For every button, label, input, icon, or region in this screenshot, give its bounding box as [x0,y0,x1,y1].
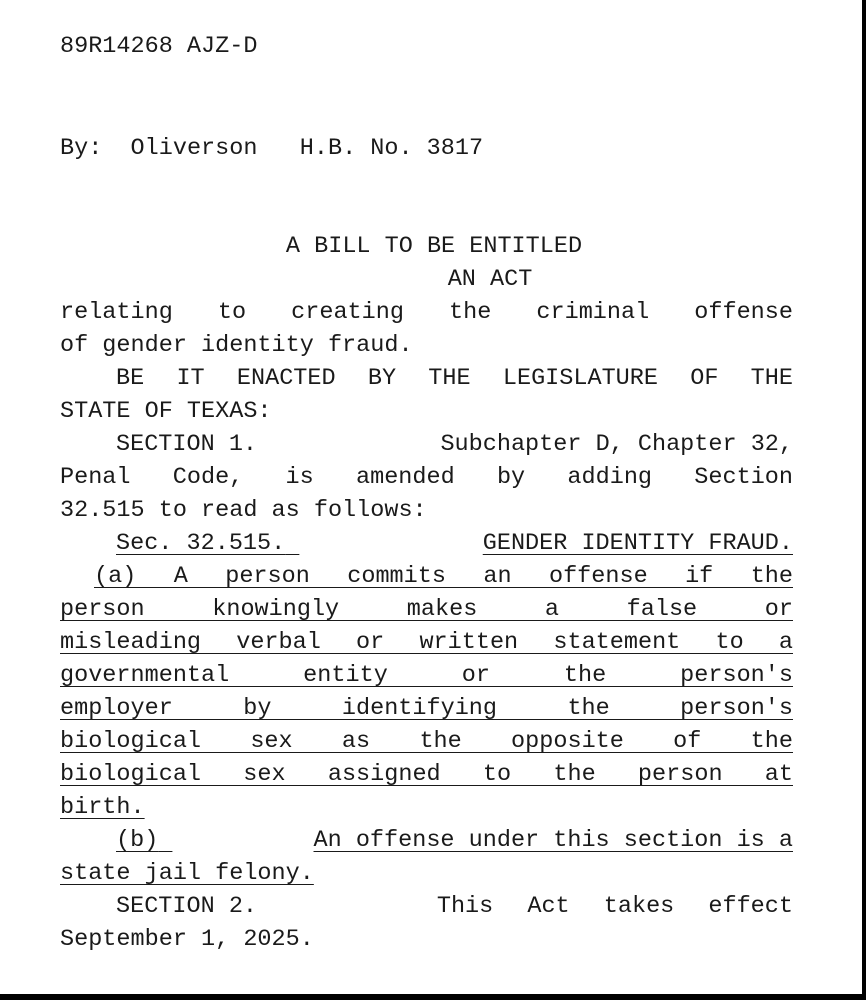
author-line [60,132,793,165]
section-2-line-1 [116,890,793,923]
subsection-a-end: birth. [60,794,145,821]
author-name: Oliverson [130,135,258,162]
subsection-b-line-1 [116,824,793,857]
section-1-text: Subchapter D, Chapter 32, [440,431,793,458]
subsection-a-line-2: person knowingly makes a false or [60,596,793,623]
bill-number: H.B. No. 3817 [299,135,484,162]
subsection-b-line-2 [60,857,793,890]
section-1-line-3: 32.515 to read as follows: [60,497,427,524]
subsection-a-line-3: misleading verbal or written statement to a [60,629,793,656]
subsection-a-line-6: biological sex as the opposite of the [60,728,793,755]
bill-code: 89R14268 AJZ-D [60,33,258,60]
enacting-clause-line-1: BE IT ENACTED BY THE LEGISLATURE OF THE [116,365,793,392]
by-label: By: [60,135,103,162]
subsection-b-label: (b) [116,827,159,854]
subsection-a-line-5: employer by identifying the person's [60,695,793,722]
enacting-clause-line-2: STATE OF TEXAS: [60,398,272,425]
relating-clause-line-2: of gender identity fraud. [60,332,413,359]
section-2-label: SECTION 2. [116,893,258,920]
section-2-text: This Act takes effect [436,893,793,920]
section-1-label: SECTION 1. [116,431,258,458]
subsection-b-text: An offense under this section is a [313,827,793,854]
new-section-heading [116,527,793,560]
subsection-a-line-1: (a) A person commits an offense if the [94,563,793,590]
subsection-a-line-4: governmental entity or the person's [60,662,793,689]
section-1-line-2: Penal Code, is amended by adding Section [60,464,793,491]
subsection-b-end: state jail felony. [60,860,314,887]
subsection-a-line-7: biological sex assigned to the person at [60,761,793,788]
subsection-a-line-8 [60,791,793,824]
new-section-title: GENDER IDENTITY FRAUD. [482,530,793,557]
section-1-line-1 [116,428,793,461]
bill-title: A BILL TO BE ENTITLED [285,233,583,260]
act-title: AN ACT [447,266,533,293]
section-2-line-2: September 1, 2025. [60,926,314,953]
relating-clause-line-1: relating to creating the criminal offense [60,299,793,326]
new-section-number: Sec. 32.515. [116,530,286,557]
